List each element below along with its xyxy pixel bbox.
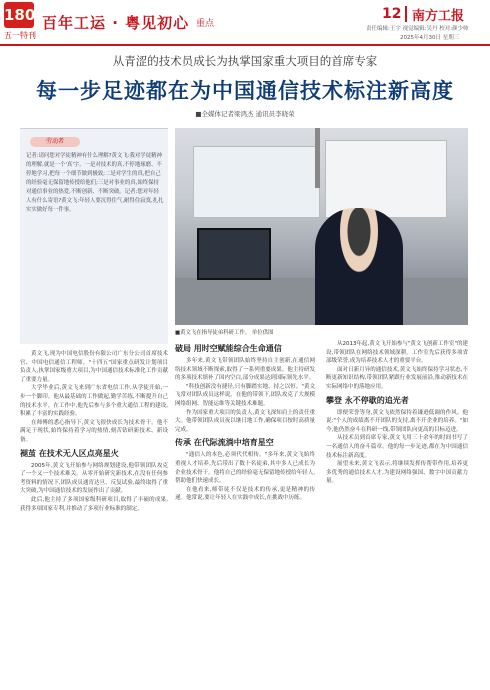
page-header [0,0,490,48]
header-rule [0,44,490,46]
special-issue-label: 五一特刊 [4,31,36,40]
paragraph: 在他看来,师带徒不仅是技术的传承,更是精神的传递。他常说,要让年轻人在实践中成长,在挑战中历练。 [175,486,315,502]
text-column-1 [20,350,168,680]
photo-screen-right [325,140,447,218]
photo-person [315,208,403,325]
paragraph: 此后,他主持了多项国家级科研项目,取得了丰硕的成果,获得多项国家专利,并推动了多项行业标准的制定。 [20,496,168,512]
paragraph: 即便荣誉等身,黄文飞依然保持着谦逊低调的作风。他说:"个人的成绩离不开团队的支持,离不开企业的培养。"如今,他仍然奋斗在科研一线,带领团队向更高的目标迈进。 [326,409,468,433]
paragraph: 从技术员到首席专家,黄文飞用三十余年的时间书写了一名通信人的奋斗篇章。他的每一步足迹,都在为中国通信技术标注新高度。 [326,435,468,459]
photo-caption: ■黄文飞在指导徒弟科研工作。 单位供图 [175,330,274,336]
anniversary-logo: 180 [4,2,34,28]
paragraph: 面对日新月异的通信技术,黄文飞始终保持学习状态,不断更新知识结构,带领团队紧跟行业发展前沿,推动新技术在实际网络中的落地应用。 [326,366,468,390]
section-heading: 破局 用时空赋能综合生命通信 [175,344,282,353]
paragraph: 黄文飞,现为中国电信股份有限公司广东分公司首席技术官、中国电信通信工程师。"十四五"国家重点研发计划项目负责人,执掌国家级重大项目,为中国通信技术标准化工作贡献了重要力量。 [20,351,168,383]
section-tag: 重点 [196,19,215,29]
paper-name: 南方工报 [412,9,465,24]
article-photo [175,128,468,325]
paragraph: 大学毕业后,黄文飞来到广东省电信工作,从学徒开始,一步一个脚印。他从最基础的工作做起,勤学苦练,不断提升自己的技术水平。在工作中,他先后参与多个重大通信工程的建设,积累了丰富的实践经验。 [20,385,168,418]
text-column-2 [175,340,315,680]
paragraph: 从2013年起,黄文飞开始参与"黄文飞创新工作室"的建设,带领团队在网络技术领域深耕。工作室先后获得多项省部级荣誉,成为培养技术人才的重要平台。 [326,341,468,365]
column-title: 百年工运 · 粤见初心 [42,14,190,32]
paragraph: "通信人的本色,必须代代相传。"多年来,黄文飞始终重视人才培养,先后带出了数十名徒弟,其中多人已成长为企业技术骨干。他将自己的经验毫无保留地传授给年轻人,帮助他们快速成长。 [175,452,315,485]
page-number: 12 [382,6,402,22]
photo-screen [193,146,320,218]
interview-text: 记者:请问您对学徒精神有什么理解?黄文飞:我对学徒精神的理解,就是一个'真'字。一是对技术的真,不停地琢磨、不停地学习,把每一个细节做到极致;二是对学生的真,把自己的经验毫无保留地传授给他们;三是对事业的真,始终保持对通信事业的热爱,不断创新、不断突破。记者:您对年轻人有什么寄语?黄文飞:年轻人要沉得住气,耐得住寂寞,扎扎实实做好每一件事。 [26,153,164,213]
photo-monitor [197,228,271,280]
photo-pole [315,128,320,188]
paragraph: 多年来,黄文飞带领团队始终坚持自主创新,在通信网络技术领域不断探索,取得了一系列重要成果。他主持研发的多项技术填补了国内空白,部分成果达到国际领先水平。 [175,358,315,382]
section-heading: 攀登 永不停歇的追光者 [326,395,409,405]
section-heading: 传承 在代际流淌中培育星空 [175,438,274,448]
article-subtitle: 从青涩的技术员成长为执掌国家重大项目的首席专家 [112,54,378,68]
paragraph: 在师傅的悉心指导下,黄文飞很快成长为技术骨干。他不满足于现状,始终保持着学习的热情,刻苦钻研新技术、新设备。 [20,419,168,443]
divider [405,6,407,22]
issue-date: 2025年4月30日 星期三 [400,35,460,41]
paragraph: 展望未来,黄文飞表示,将继续发挥传帮带作用,培养更多优秀的通信技术人才,为建设网络强国、数字中国贡献力量。 [326,461,468,485]
paragraph: 作为国家重大项目的负责人,黄文飞深知肩上的责任重大。他带领团队成员夜以继日地工作,确保项目按时高质量完成。 [175,409,315,433]
paragraph: 2005年,黄文飞开始参与网络规划建设,他带领团队攻克了一个又一个技术难关。从零开始研究新技术,在没有任何参考资料的情况下,团队成员通宵达旦、反复试验,最终取得了重大突破,为中国通信技术的发展作出了贡献。 [20,462,168,495]
paragraph: "科技创新没有捷径,只有脚踏实地、持之以恒。"黄文飞常对团队成员这样说。在他的带领下,团队攻克了大规模网络组网、智能运维等关键技术难题。 [175,383,315,407]
editor-credits: 责任编辑:王宇 视觉编辑:吴丹 校对:颜少帅 [366,26,469,32]
text-column-3 [326,340,468,680]
article-title: 每一步足迹都在为中国通信技术标注新高度 [36,78,454,103]
quote-label: 劳动者 [30,137,80,147]
section-heading: 褪茧 在技术无人区点亮星火 [20,448,119,458]
byline: ■全媒体记者梁鸿杰 通讯员李晓荣 [195,110,295,118]
